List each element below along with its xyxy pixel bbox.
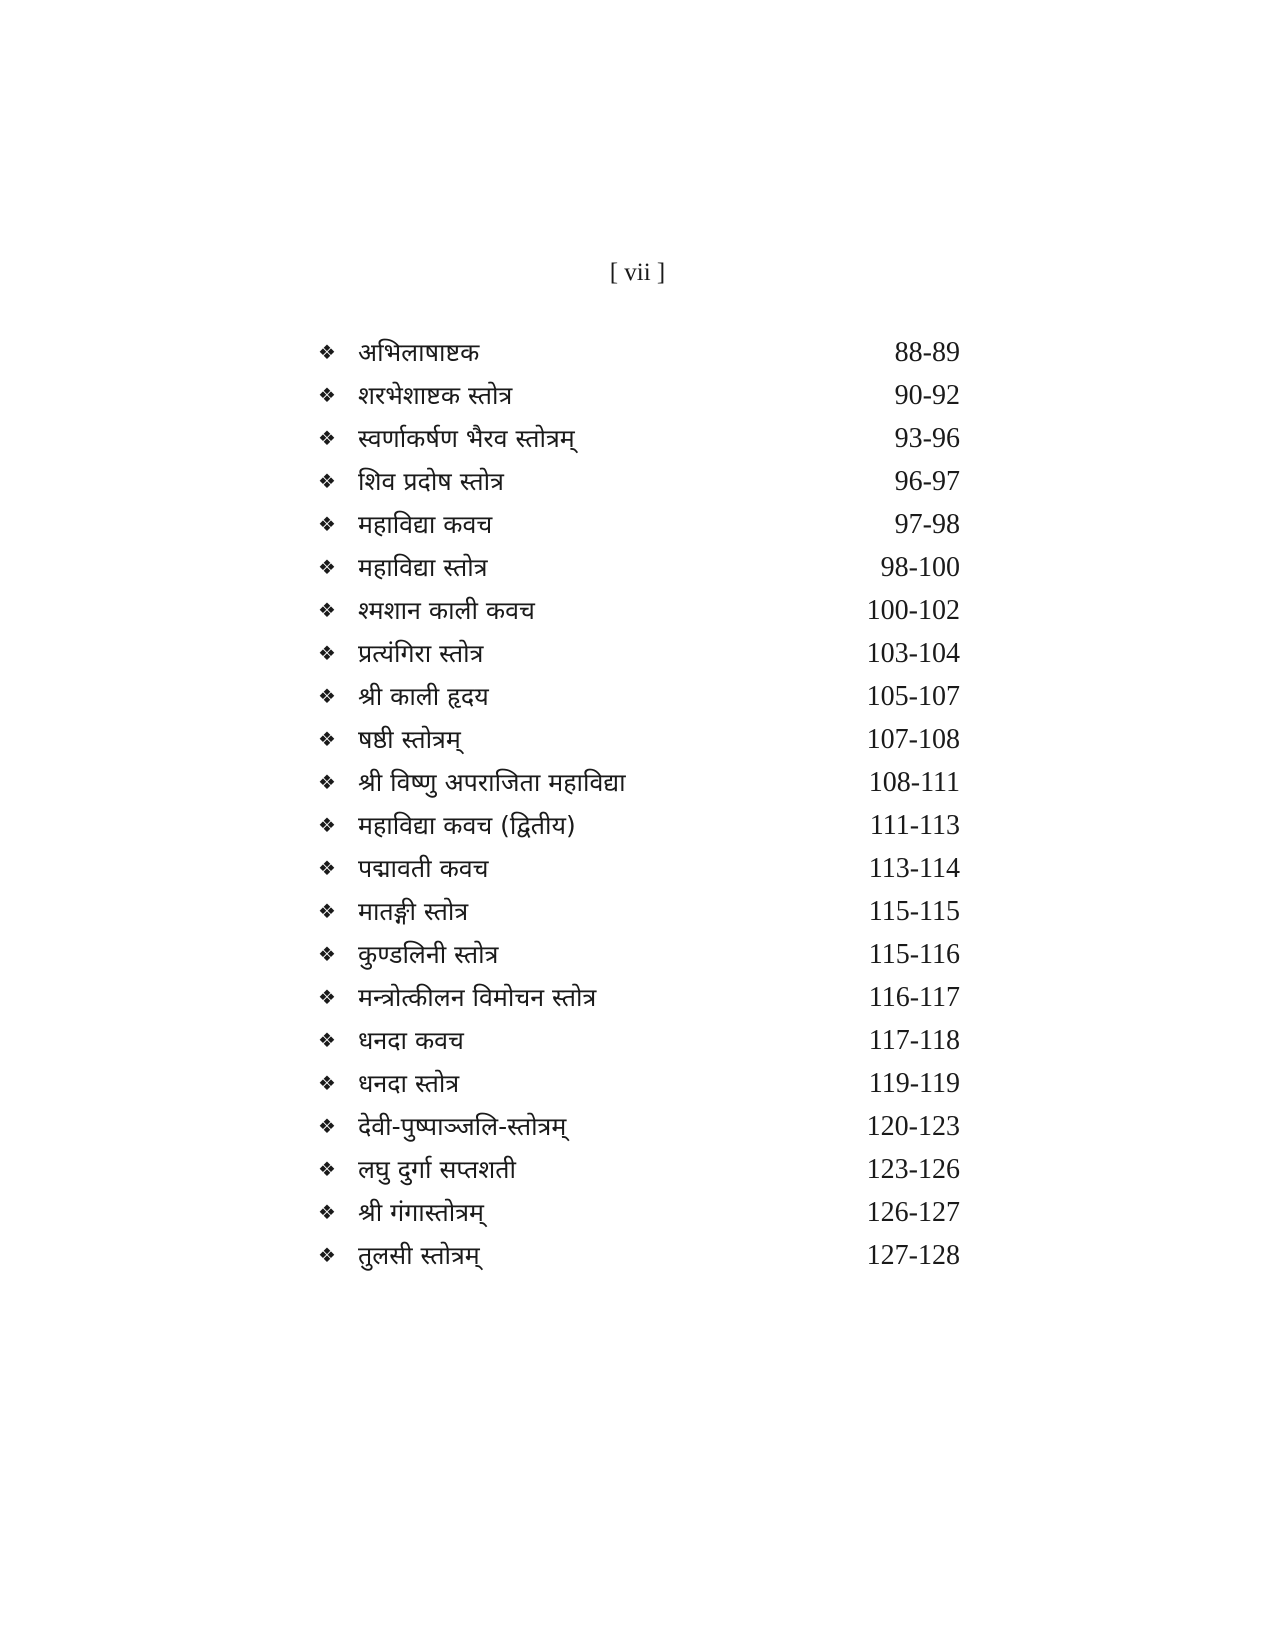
toc-entry-pages: 115-116 [868, 939, 960, 970]
toc-entry-pages: 117-118 [868, 1025, 960, 1056]
toc-entry-title: धनदा स्तोत्र [358, 1069, 460, 1098]
toc-entry [318, 1191, 960, 1234]
toc-entry-title: श्मशान काली कवच [358, 596, 535, 625]
diamond-bullet-icon: ❖ [318, 1243, 336, 1267]
diamond-bullet-icon: ❖ [318, 598, 336, 622]
toc-entry-pages: 105-107 [866, 681, 960, 712]
diamond-bullet-icon: ❖ [318, 426, 336, 450]
toc-entry-pages: 120-123 [866, 1111, 960, 1142]
toc-entry [318, 460, 960, 503]
diamond-bullet-icon: ❖ [318, 899, 336, 923]
toc-entry-title: महाविद्या स्तोत्र [358, 553, 488, 582]
diamond-bullet-icon: ❖ [318, 555, 336, 579]
toc-entry-title: स्वर्णाकर्षण भैरव स्तोत्रम् [358, 424, 575, 453]
toc-entry [318, 417, 960, 460]
toc-entry-title: श्री गंगास्तोत्रम् [358, 1198, 484, 1227]
toc-entry [318, 1148, 960, 1191]
toc-entry [318, 847, 960, 890]
toc-entry [318, 1062, 960, 1105]
toc-entry-pages: 108-111 [868, 767, 960, 798]
diamond-bullet-icon: ❖ [318, 942, 336, 966]
toc-entry-title: लघु दुर्गा सप्तशती [358, 1155, 517, 1184]
toc-entry-title: कुण्डलिनी स्तोत्र [358, 940, 499, 969]
toc-entry-title: महाविद्या कवच [358, 510, 493, 539]
toc-entry-pages: 90-92 [894, 380, 960, 411]
diamond-bullet-icon: ❖ [318, 985, 336, 1009]
toc-entry-pages: 126-127 [866, 1197, 960, 1228]
toc-entry-pages: 107-108 [866, 724, 960, 755]
diamond-bullet-icon: ❖ [318, 383, 336, 407]
toc-entry-pages: 115-115 [868, 896, 960, 927]
toc-entry-pages: 111-113 [869, 810, 960, 841]
toc-entry-title: शरभेशाष्टक स्तोत्र [358, 381, 513, 410]
toc-entry [318, 546, 960, 589]
toc-entry [318, 675, 960, 718]
toc-entry-title: प्रत्यंगिरा स्तोत्र [358, 639, 484, 668]
toc-entry [318, 890, 960, 933]
toc-entry-title: महाविद्या कवच (द्वितीय) [358, 811, 576, 840]
toc-entry-title: श्री काली हृदय [358, 682, 489, 711]
toc-entry [318, 1019, 960, 1062]
toc-entry-pages: 88-89 [894, 337, 960, 368]
diamond-bullet-icon: ❖ [318, 340, 336, 364]
diamond-bullet-icon: ❖ [318, 641, 336, 665]
toc-entry [318, 761, 960, 804]
toc-entry [318, 503, 960, 546]
toc-entry-pages: 93-96 [894, 423, 960, 454]
toc-entry [318, 933, 960, 976]
toc-entry-pages: 127-128 [866, 1240, 960, 1271]
toc-entry [318, 1234, 960, 1277]
toc-entry-pages: 119-119 [868, 1068, 960, 1099]
toc-entry-title: मातङ्गी स्तोत्र [358, 897, 469, 926]
toc-entry-title: देवी-पुष्पाञ्जलि-स्तोत्रम् [358, 1112, 567, 1141]
toc-entry-pages: 103-104 [866, 638, 960, 669]
diamond-bullet-icon: ❖ [318, 1028, 336, 1052]
table-of-contents [318, 331, 960, 1277]
toc-entry-pages: 116-117 [868, 982, 960, 1013]
toc-entry [318, 1105, 960, 1148]
toc-entry-title: शिव प्रदोष स्तोत्र [358, 467, 504, 496]
toc-entry-pages: 97-98 [894, 509, 960, 540]
diamond-bullet-icon: ❖ [318, 684, 336, 708]
toc-entry [318, 374, 960, 417]
toc-entry-title: पद्मावती कवच [358, 854, 489, 883]
diamond-bullet-icon: ❖ [318, 469, 336, 493]
diamond-bullet-icon: ❖ [318, 512, 336, 536]
page-number: [ vii ] [609, 259, 666, 286]
toc-entry-title: अभिलाषाष्टक [358, 338, 480, 367]
toc-entry-title: षष्ठी स्तोत्रम् [358, 725, 461, 754]
toc-entry [318, 632, 960, 675]
toc-entry-pages: 100-102 [866, 595, 960, 626]
toc-entry-pages: 98-100 [880, 552, 960, 583]
toc-entry-pages: 123-126 [866, 1154, 960, 1185]
diamond-bullet-icon: ❖ [318, 1071, 336, 1095]
diamond-bullet-icon: ❖ [318, 1157, 336, 1181]
toc-entry [318, 804, 960, 847]
toc-entry-title: धनदा कवच [358, 1026, 464, 1055]
toc-entry-title: तुलसी स्तोत्रम् [358, 1241, 480, 1270]
toc-entry-pages: 96-97 [894, 466, 960, 497]
toc-entry-title: मन्त्रोत्कीलन विमोचन स्तोत्र [358, 983, 597, 1012]
toc-entry-pages: 113-114 [868, 853, 960, 884]
diamond-bullet-icon: ❖ [318, 856, 336, 880]
diamond-bullet-icon: ❖ [318, 770, 336, 794]
diamond-bullet-icon: ❖ [318, 727, 336, 751]
diamond-bullet-icon: ❖ [318, 813, 336, 837]
toc-entry [318, 718, 960, 761]
toc-entry [318, 331, 960, 374]
toc-entry [318, 589, 960, 632]
diamond-bullet-icon: ❖ [318, 1114, 336, 1138]
toc-entry-title: श्री विष्णु अपराजिता महाविद्या [358, 768, 626, 797]
toc-entry [318, 976, 960, 1019]
diamond-bullet-icon: ❖ [318, 1200, 336, 1224]
